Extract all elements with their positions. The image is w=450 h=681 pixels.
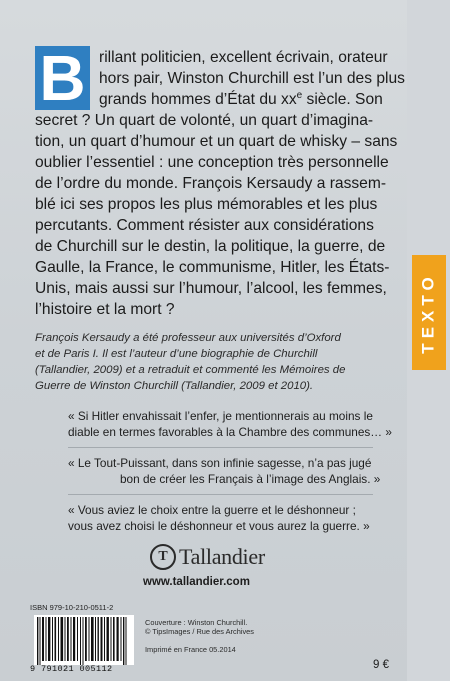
cover-credit: © TipsImages / Rue des Archives [145, 627, 254, 636]
quote-line: vous avez choisi le déshonneur et vous aurez la guerre. » [68, 519, 370, 533]
quote-line: bon de créer les Français à l’image des Anglais. » [120, 472, 381, 486]
author-bio-line: (Tallandier, 2009) et a retraduit et commenté les Mémoires de [35, 364, 346, 376]
blurb-line: Gaulle, la France, le communisme, Hitler, les États- [35, 259, 390, 276]
collection-tag [412, 255, 446, 370]
blurb-line: percutants. Comment résister aux considérations [35, 217, 374, 234]
blurb-line: grands hommes d’État du $xx^e$ siècle. Son [99, 89, 383, 108]
quote-line: « Si Hitler envahissait l’enfer, je mentionnerais au moins le [68, 409, 373, 423]
barcode-digits: 9 791021 005112 [30, 664, 113, 674]
quote-divider [68, 494, 373, 495]
quote-line: diable en termes favorables à la Chambre des communes… » [68, 425, 392, 439]
author-bio-line: Guerre de Winston Churchill (Tallandier, 2009 et 2010). [35, 380, 314, 392]
author-bio-line: François Kersaudy a été professeur aux universités d’Oxford [35, 332, 341, 344]
publisher-logo [150, 543, 280, 571]
blurb-line: oublier l’essentiel : une conception très personnelle [35, 154, 389, 171]
author-bio-line: et de Paris I. Il est l’auteur d’une biographie de Churchill [35, 348, 318, 360]
publisher-url[interactable]: www.tallandier.com [143, 576, 250, 588]
blurb-line: hors pair, Winston Churchill est l’un des plus [99, 70, 405, 87]
blurb-line: Unis, mais aussi sur l’humour, l’alcool, les femmes, [35, 280, 387, 297]
print-info: Imprimé en France 05.2014 [145, 645, 236, 654]
blurb-line: secret ? Un quart de volonté, un quart d’imagina- [35, 112, 374, 129]
cover-credit: Couverture : Winston Churchill. [145, 618, 248, 627]
quote-line: « Le Tout-Puissant, dans son infinie sagesse, n’a pas jugé [68, 456, 372, 470]
price: 9 € [373, 659, 389, 671]
quote-line: « Vous aviez le choix entre la guerre et le déshonneur ; [68, 503, 356, 517]
blurb-line: tion, un quart d’humour et un quart de whisky – sans [35, 133, 398, 150]
collection-label: TEXTO [419, 271, 438, 354]
blurb-line: blé ici ses propos les plus mémorables et les plus [35, 196, 378, 213]
publisher-mark-icon: T [150, 544, 176, 570]
blurb-line: de l’ordre du monde. François Kersaudy a rassem- [35, 175, 387, 192]
blurb-line: de Churchill sur le destin, la politique, la guerre, de [35, 238, 386, 255]
blurb-line: l’histoire et la mort ? [35, 301, 175, 318]
blurb-line: rillant politicien, excellent écrivain, orateur [99, 49, 388, 66]
publisher-name: Tallandier [179, 544, 265, 569]
isbn-text: ISBN 979-10-210-0511-2 [30, 603, 114, 612]
barcode [34, 615, 134, 665]
quote-divider [68, 447, 373, 448]
drop-cap: B [35, 46, 90, 110]
